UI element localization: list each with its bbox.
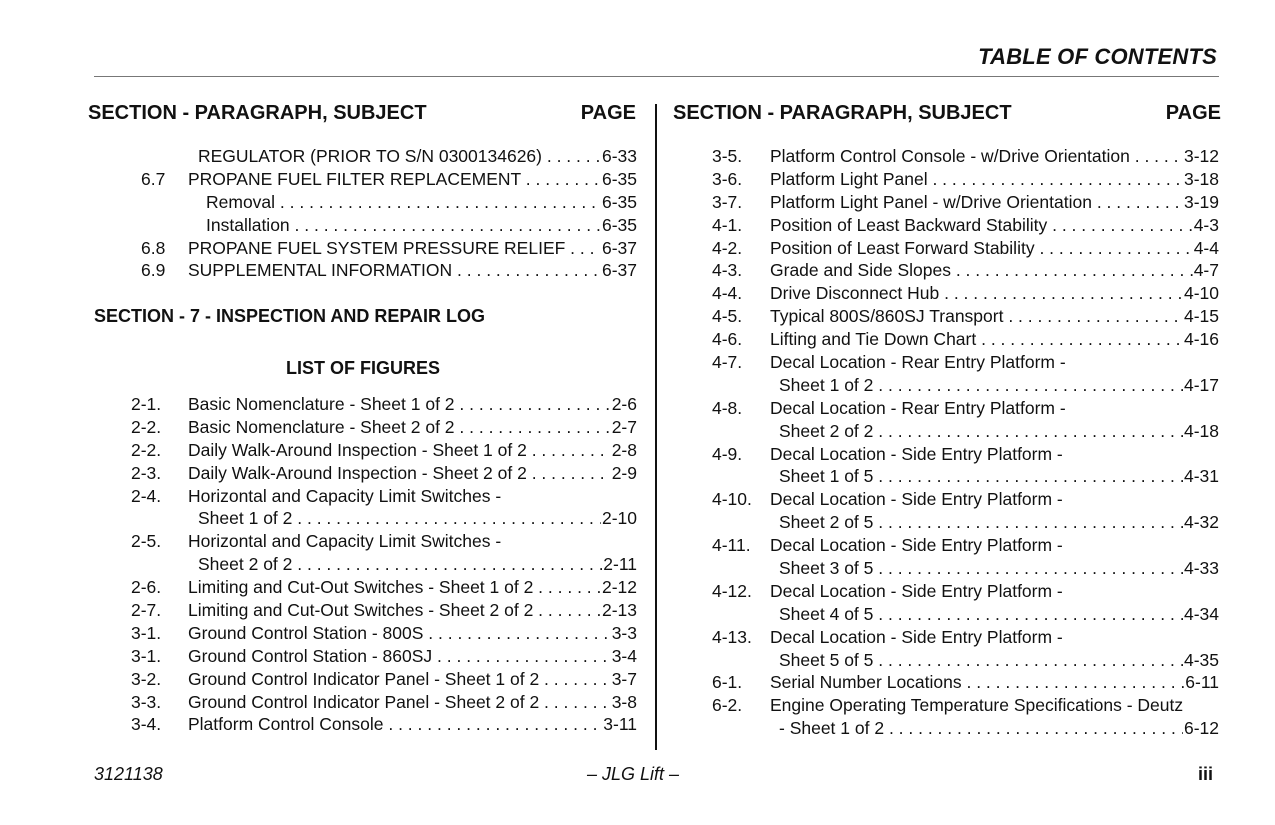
toc-entry-text: Horizontal and Capacity Limit Switches - xyxy=(188,531,502,552)
toc-entry-number: 2-7. xyxy=(131,600,162,621)
toc-entry xyxy=(673,603,1219,626)
section7-heading: SECTION - 7 - INSPECTION AND REPAIR LOG xyxy=(94,306,486,326)
toc-entry-text: Decal Location - Rear Entry Platform - xyxy=(770,352,1066,373)
toc-entry-page: 4-15 xyxy=(1183,306,1219,327)
toc-entry-text: PROPANE FUEL FILTER REPLACEMENT . . . xyxy=(188,168,637,191)
toc-entry-number: 3-7. xyxy=(712,191,743,212)
toc-entry-text: PROPANE FUEL SYSTEM PRESSURE RELIEF . . . xyxy=(188,237,637,260)
toc-entry xyxy=(673,397,1219,420)
footer-page-number: iii xyxy=(1197,764,1213,784)
toc-entry xyxy=(673,145,1219,168)
toc-entry xyxy=(673,191,1219,214)
toc-entry-text: Sheet 3 of 5 . . . xyxy=(779,557,1219,580)
toc-entry xyxy=(673,626,1219,649)
toc-entry-page: 6-35 xyxy=(601,168,637,189)
toc-entry-number: 4-8. xyxy=(712,397,743,418)
toc-entry xyxy=(88,530,637,553)
toc-entry-number: 4-11. xyxy=(712,535,751,556)
toc-entry-text: Sheet 5 of 5 . . . xyxy=(779,649,1219,672)
toc-entry-text: Sheet 2 of 2 . . . xyxy=(779,420,1219,443)
toc-entry xyxy=(88,668,637,691)
toc-entry-text: Lifting and Tie Down Chart . . . xyxy=(770,328,1219,351)
toc-entry-page: 4-32 xyxy=(1183,512,1219,533)
toc-entry-text: Ground Control Indicator Panel - Sheet 1 of 2 . . . xyxy=(188,668,637,691)
toc-entry xyxy=(673,465,1219,488)
toc-entry-text: Daily Walk-Around Inspection - Sheet 1 of 2 . . . xyxy=(188,439,637,462)
toc-entry xyxy=(673,374,1219,397)
toc-entry-page: 2-12 xyxy=(601,577,637,598)
footer-center-text: – JLG Lift – xyxy=(587,764,680,784)
toc-entry-page: 2-7 xyxy=(611,416,637,437)
toc-entry-page: 2-11 xyxy=(603,554,637,575)
column-header-page: PAGE xyxy=(580,102,636,124)
toc-entry xyxy=(673,511,1219,534)
toc-entry-number: 2-4. xyxy=(131,485,162,506)
toc-entry-page: 4-34 xyxy=(1183,603,1219,624)
toc-entry-text: Ground Control Station - 800S . . . xyxy=(188,622,637,645)
toc-entry xyxy=(673,168,1219,191)
toc-entry xyxy=(88,713,637,736)
toc-entry-page: 6-11 xyxy=(1185,672,1219,693)
toc-entry xyxy=(88,576,637,599)
toc-entry xyxy=(673,694,1219,717)
toc-entry-text: Typical 800S/860SJ Transport . . . xyxy=(770,305,1219,328)
toc-entry xyxy=(88,145,637,168)
toc-entry-page: 6-12 xyxy=(1183,718,1219,739)
toc-entry xyxy=(88,462,637,485)
column-header-subject: SECTION - PARAGRAPH, SUBJECT xyxy=(88,102,427,124)
toc-entry-page: 4-31 xyxy=(1183,466,1219,487)
right-column-header xyxy=(673,102,1221,126)
toc-entry-number: 3-6. xyxy=(712,168,743,189)
toc-entry-page: 4-7 xyxy=(1193,260,1219,281)
toc-entry-number: 4-13. xyxy=(712,626,752,647)
toc-entry-text: Basic Nomenclature - Sheet 1 of 2 . . . xyxy=(188,393,637,416)
toc-entry-page: 6-37 xyxy=(601,237,637,258)
toc-entry-text: Platform Control Console - w/Drive Orientation . . . xyxy=(770,145,1219,168)
toc-entry-page: 2-6 xyxy=(611,394,637,414)
toc-entry-page: 3-18 xyxy=(1183,168,1219,189)
toc-entry-number: 4-5. xyxy=(712,306,743,327)
toc-entry-number: 3-1. xyxy=(131,622,162,643)
toc-entry-number: 4-3. xyxy=(712,260,743,281)
section6-entries xyxy=(88,145,637,282)
toc-entry xyxy=(673,580,1219,603)
toc-entry-text: Ground Control Station - 860SJ . . . xyxy=(188,645,637,668)
toc-entry-number: 3-5. xyxy=(712,146,743,166)
toc-entry-text: Removal . . . xyxy=(206,191,637,214)
toc-entry-number: 4-7. xyxy=(712,352,743,373)
toc-entry-number: 4-6. xyxy=(712,329,743,350)
toc-entry-page: 4-3 xyxy=(1193,214,1219,235)
toc-entry-page: 6-33 xyxy=(601,146,637,166)
header-rule xyxy=(94,76,1219,77)
toc-entry xyxy=(673,534,1219,557)
page-header-title: TABLE OF CONTENTS xyxy=(978,44,1217,69)
column-divider xyxy=(655,104,657,750)
toc-entry xyxy=(88,599,637,622)
toc-entry-text: Sheet 1 of 2 . . . xyxy=(779,374,1219,397)
toc-entry xyxy=(88,168,637,191)
toc-entry-page: 6-35 xyxy=(601,191,637,212)
left-figures-list xyxy=(88,393,637,736)
list-of-figures-title: LIST OF FIGURES xyxy=(286,358,441,378)
toc-entry xyxy=(88,691,637,714)
toc-entry-page: 4-10 xyxy=(1183,283,1219,304)
toc-entry-page: 4-33 xyxy=(1183,558,1219,579)
column-header-page: PAGE xyxy=(1165,102,1221,124)
toc-entry-text: Platform Light Panel . . . xyxy=(770,168,1219,191)
toc-entry-text: Sheet 2 of 2 . . . xyxy=(198,553,637,576)
toc-entry-page: 3-19 xyxy=(1183,191,1219,212)
toc-entry-text: Position of Least Forward Stability . . . xyxy=(770,237,1219,260)
toc-entry-text: - Sheet 1 of 2 . . . xyxy=(779,717,1219,740)
toc-entry xyxy=(673,237,1219,260)
toc-entry-text: Engine Operating Temperature Specifications - Deutz xyxy=(770,695,1184,716)
toc-entry-number: 2-2. xyxy=(131,416,162,437)
toc-entry-text: Sheet 2 of 5 . . . xyxy=(779,511,1219,534)
toc-entry-page: 3-8 xyxy=(611,691,637,712)
toc-entry-number: 4-1. xyxy=(712,214,743,235)
toc-entry-page: 4-4 xyxy=(1193,237,1219,258)
toc-entry-number: 2-5. xyxy=(131,531,162,552)
toc-entry-page: 6-35 xyxy=(601,214,637,235)
toc-entry xyxy=(88,416,637,439)
toc-entry-page: 2-8 xyxy=(611,439,637,460)
toc-entry-page: 4-35 xyxy=(1183,649,1219,670)
toc-entry xyxy=(88,393,637,416)
toc-entry-text: Decal Location - Side Entry Platform - xyxy=(770,580,1063,601)
toc-entry xyxy=(673,649,1219,672)
left-column-header xyxy=(88,102,636,126)
toc-entry xyxy=(673,214,1219,237)
footer-doc-number: 3121138 xyxy=(94,764,163,784)
toc-entry-number: 6.8 xyxy=(141,237,166,258)
toc-entry-text: Grade and Side Slopes . . . xyxy=(770,259,1219,282)
toc-entry-number: 6.7 xyxy=(141,168,166,189)
toc-entry-text: Installation . . . xyxy=(206,214,637,237)
toc-entry xyxy=(88,259,637,282)
toc-entry-number: 6.9 xyxy=(141,260,166,281)
toc-entry-text: Limiting and Cut-Out Switches - Sheet 1 of 2 . . . xyxy=(188,576,637,599)
toc-entry-text: Decal Location - Rear Entry Platform - xyxy=(770,397,1066,418)
toc-entry-page: 3-7 xyxy=(611,668,637,689)
toc-entry xyxy=(88,237,637,260)
toc-entry-page: 4-17 xyxy=(1183,374,1219,395)
toc-entry-page: 3-4 xyxy=(611,645,637,666)
toc-entry xyxy=(88,214,637,237)
toc-entry-number: 2-6. xyxy=(131,577,162,598)
toc-entry-text: Limiting and Cut-Out Switches - Sheet 2 of 2 . . . xyxy=(188,599,637,622)
toc-entry-number: 2-2. xyxy=(131,439,162,460)
toc-entry-number: 3-2. xyxy=(131,668,162,689)
toc-entry-page: 4-18 xyxy=(1183,420,1219,441)
toc-entry-number: 2-3. xyxy=(131,462,162,483)
toc-entry-number: 4-9. xyxy=(712,443,743,464)
toc-entry-text: Decal Location - Side Entry Platform - xyxy=(770,535,1063,556)
toc-entry-text: Decal Location - Side Entry Platform - xyxy=(770,626,1063,647)
toc-entry-page: 3-3 xyxy=(611,622,637,643)
toc-entry-number: 3-3. xyxy=(131,691,162,712)
toc-entry-page: 2-13 xyxy=(601,600,637,621)
toc-entry-text: REGULATOR (PRIOR TO S/N 0300134626) . . . xyxy=(198,145,637,168)
toc-entry xyxy=(673,443,1219,466)
toc-entry-text: Daily Walk-Around Inspection - Sheet 2 of 2 . . . xyxy=(188,462,637,485)
toc-entry-number: 4-10. xyxy=(712,489,752,510)
toc-entry-page: 3-12 xyxy=(1183,146,1219,166)
toc-entry-number: 6-1. xyxy=(712,672,743,693)
toc-entry xyxy=(673,328,1219,351)
toc-entry xyxy=(673,282,1219,305)
toc-entry-page: 2-10 xyxy=(601,508,637,529)
toc-entry-text: Drive Disconnect Hub . . . xyxy=(770,282,1219,305)
toc-entry-text: Platform Light Panel - w/Drive Orientation . . . xyxy=(770,191,1219,214)
toc-entry-number: 6-2. xyxy=(712,695,743,716)
column-header-subject: SECTION - PARAGRAPH, SUBJECT xyxy=(673,102,1012,124)
toc-entry-page: 3-11 xyxy=(603,714,637,735)
toc-entry-text: Position of Least Backward Stability . . . xyxy=(770,214,1219,237)
toc-entry-text: Serial Number Locations . . . xyxy=(770,671,1219,694)
toc-entry xyxy=(673,717,1219,740)
toc-entry xyxy=(673,305,1219,328)
toc-entry-text: Ground Control Indicator Panel - Sheet 2 of 2 . . . xyxy=(188,691,637,714)
right-figures-list xyxy=(673,145,1219,740)
toc-entry-number: 4-2. xyxy=(712,237,743,258)
toc-entry xyxy=(88,622,637,645)
toc-entry-number: 3-4. xyxy=(131,714,162,735)
toc-entry-number: 4-4. xyxy=(712,283,743,304)
toc-entry-text: Sheet 1 of 5 . . . xyxy=(779,465,1219,488)
toc-entry-text: Sheet 4 of 5 . . . xyxy=(779,603,1219,626)
toc-entry-page: 4-16 xyxy=(1183,329,1219,350)
toc-entry xyxy=(673,557,1219,580)
toc-entry xyxy=(673,488,1219,511)
toc-entry xyxy=(673,420,1219,443)
toc-entry-text: Decal Location - Side Entry Platform - xyxy=(770,489,1063,510)
toc-entry xyxy=(673,351,1219,374)
toc-entry-text: Basic Nomenclature - Sheet 2 of 2 . . . xyxy=(188,416,637,439)
toc-entry-page: 2-9 xyxy=(611,462,637,483)
toc-entry xyxy=(88,191,637,214)
toc-entry-text: Sheet 1 of 2 . . . xyxy=(198,507,637,530)
toc-entry-text: Platform Control Console . . . xyxy=(188,713,637,736)
toc-entry-number: 3-1. xyxy=(131,645,162,666)
toc-entry-text: SUPPLEMENTAL INFORMATION . . . xyxy=(188,259,637,282)
toc-entry xyxy=(88,553,637,576)
toc-entry xyxy=(673,259,1219,282)
toc-entry xyxy=(88,645,637,668)
toc-entry xyxy=(673,671,1219,694)
toc-entry xyxy=(88,485,637,508)
toc-entry xyxy=(88,439,637,462)
toc-entry-text: Horizontal and Capacity Limit Switches - xyxy=(188,485,502,506)
toc-entry-number: 2-1. xyxy=(131,394,162,414)
toc-entry-number: 4-12. xyxy=(712,580,752,601)
toc-entry-page: 6-37 xyxy=(601,260,637,281)
toc-entry xyxy=(88,507,637,530)
toc-entry-text: Decal Location - Side Entry Platform - xyxy=(770,443,1063,464)
